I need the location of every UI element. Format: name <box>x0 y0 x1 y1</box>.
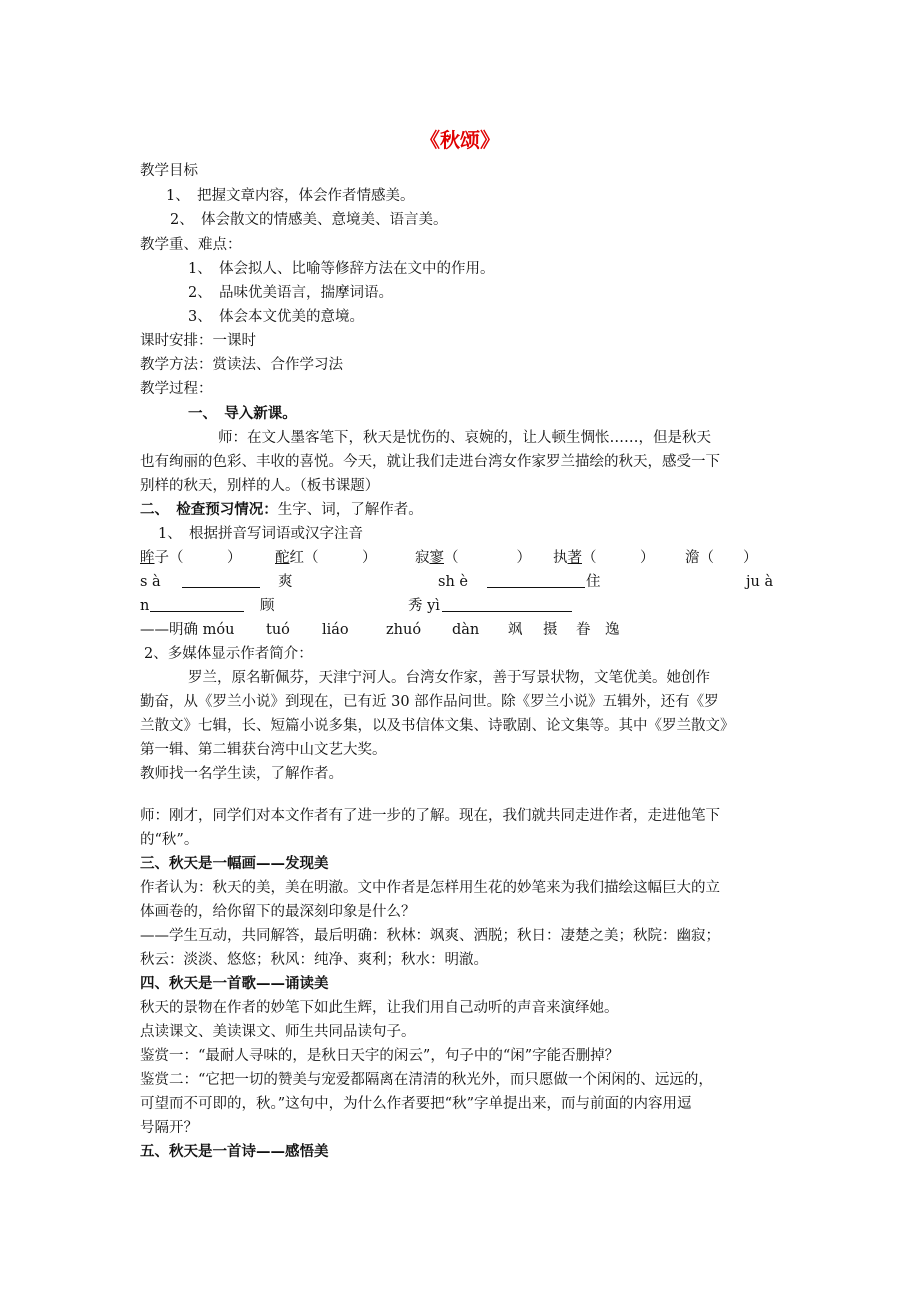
answer: tuó <box>266 622 290 638</box>
paragraph-line: 秋天的景物在作者的妙笔下如此生辉，让我们用自己动听的声音来演绎她。 <box>140 1000 619 1016</box>
keypoint-item: 3、 体会本文优美的意境。 <box>188 309 364 325</box>
hanzi: 爽 <box>278 574 293 590</box>
paragraph-line: 师：在文人墨客笔下，秋天是忧伤的、哀婉的，让人顿生惆怅……，但是秋天 <box>218 430 711 446</box>
bio-line: 勤奋，从《罗兰小说》到现在，已有近 30 部作品问世。除《罗兰小说》五辑外，还有《罗 <box>140 694 719 710</box>
answer: 逸 <box>605 622 620 638</box>
answer-prefix: ——明确 móu <box>140 622 235 638</box>
vocab-word: 寂寥（ ） <box>415 550 531 566</box>
goals-heading: 教学目标 <box>140 163 198 179</box>
teacher-line: 的“秋”。 <box>140 832 199 848</box>
answer: zhuó <box>386 622 422 638</box>
subsection-heading: 1、 根据拼音写词语或汉字注音 <box>158 526 363 542</box>
bio-line: 罗兰，原名靳佩芬，天津宁河人。台湾女作家，善于写景状物，文笔优美。她创作 <box>188 670 710 686</box>
vocab-word: 眸子（ ） <box>140 550 242 566</box>
pinyin-row <box>140 571 780 593</box>
hanzi: 顾 <box>260 598 275 614</box>
paragraph-line: 也有绚丽的色彩、丰收的喜悦。今天，就让我们走进台湾女作家罗兰描绘的秋天，感受一下 <box>140 454 720 470</box>
methods-line: 教学方法：赏读法、合作学习法 <box>140 357 343 373</box>
paragraph-line: ——学生互动，共同解答，最后明确：秋林：飒爽、洒脱；秋日：凄楚之美；秋院：幽寂； <box>140 928 720 944</box>
keypoint-item: 2、 品味优美语言，揣摩词语。 <box>188 285 393 301</box>
paragraph-line: 可望而不可即的，秋。”这句中，为什么作者要把“秋”字单提出来，而与前面的内容用逗 <box>140 1096 692 1112</box>
answer: 飒 <box>508 622 523 638</box>
pinyin: n <box>140 598 150 614</box>
answer: 摄 <box>543 622 558 638</box>
vocab-word: 酡红（ ） <box>275 550 377 566</box>
paragraph-line: 作者认为：秋天的美，美在明澈。文中作者是怎样用生花的妙笔来为我们描绘这幅巨大的立 <box>140 880 720 896</box>
paragraph-line: 鉴赏一：“最耐人寻味的，是秋日天宇的闲云”，句子中的“闲”字能否删掉？ <box>140 1048 620 1064</box>
vocab-word: 执著（ ） <box>553 550 655 566</box>
paragraph-line: 点读课文、美读课文、师生共同品读句子。 <box>140 1024 416 1040</box>
goal-item: 2、 体会散文的情感美、意境美、语言美。 <box>170 212 448 228</box>
document-title: 《秋颂》 <box>420 128 500 152</box>
goal-item: 1、 把握文章内容，体会作者情感美。 <box>166 188 415 204</box>
pinyin: s à <box>140 574 161 590</box>
section-4-heading: 四、秋天是一首歌——诵读美 <box>140 976 329 992</box>
section-3-heading: 三、秋天是一幅画——发现美 <box>140 856 329 872</box>
pinyin: 秀 yì <box>408 598 440 614</box>
pinyin: ju à <box>746 574 774 590</box>
paragraph-line: 鉴赏二：“它把一切的赞美与宠爱都隔离在清清的秋光外，而只愿做一个闲闲的、远远的， <box>140 1072 713 1088</box>
pinyin: sh è <box>438 574 468 590</box>
answers-row <box>140 619 780 641</box>
keypoints-heading: 教学重、难点： <box>140 237 242 253</box>
section-2-heading <box>140 499 423 521</box>
process-line: 教学过程： <box>140 381 213 397</box>
pinyin-row <box>140 595 780 617</box>
keypoint-item: 1、 体会拟人、比喻等修辞方法在文中的作用。 <box>188 261 495 277</box>
paragraph-line: 别样的秋天，别样的人。（板书课题） <box>140 478 380 494</box>
schedule-line: 课时安排：一课时 <box>140 333 256 349</box>
section-1-heading: 一、 导入新课。 <box>188 406 297 422</box>
answer: liáo <box>322 622 349 638</box>
vocab-row <box>140 547 780 569</box>
paragraph-line: 秋云：淡淡、悠悠；秋风：纯净、爽利；秋水：明澈。 <box>140 952 488 968</box>
answer: dàn <box>452 622 480 638</box>
section-5-heading: 五、秋天是一首诗——感悟美 <box>140 1144 329 1160</box>
bio-line: 兰散文》七辑，长、短篇小说多集，以及书信体文集、诗歌剧、论文集等。其中《罗兰散文》 <box>140 718 735 734</box>
bio-line: 第一辑、第二辑获台湾中山文艺大奖。 <box>140 742 387 758</box>
section-2-heading-rest: 生字、词，了解作者。 <box>277 502 423 518</box>
paragraph-line: 号隔开？ <box>140 1120 198 1136</box>
paragraph-line: 体画卷的，给你留下的最深刻印象是什么？ <box>140 904 416 920</box>
subsection-heading: 2、多媒体显示作者简介： <box>144 646 313 662</box>
section-2-heading-bold: 二、 检查预习情况： <box>140 502 278 518</box>
bio-line: 教师找一名学生读，了解作者。 <box>140 766 343 782</box>
hanzi: 住 <box>586 574 601 590</box>
answer: 眷 <box>576 622 591 638</box>
teacher-line: 师：刚才，同学们对本文作者有了进一步的了解。现在，我们就共同走进作者，走进他笔下 <box>140 808 720 824</box>
vocab-word: 澹（ ） <box>685 550 758 566</box>
